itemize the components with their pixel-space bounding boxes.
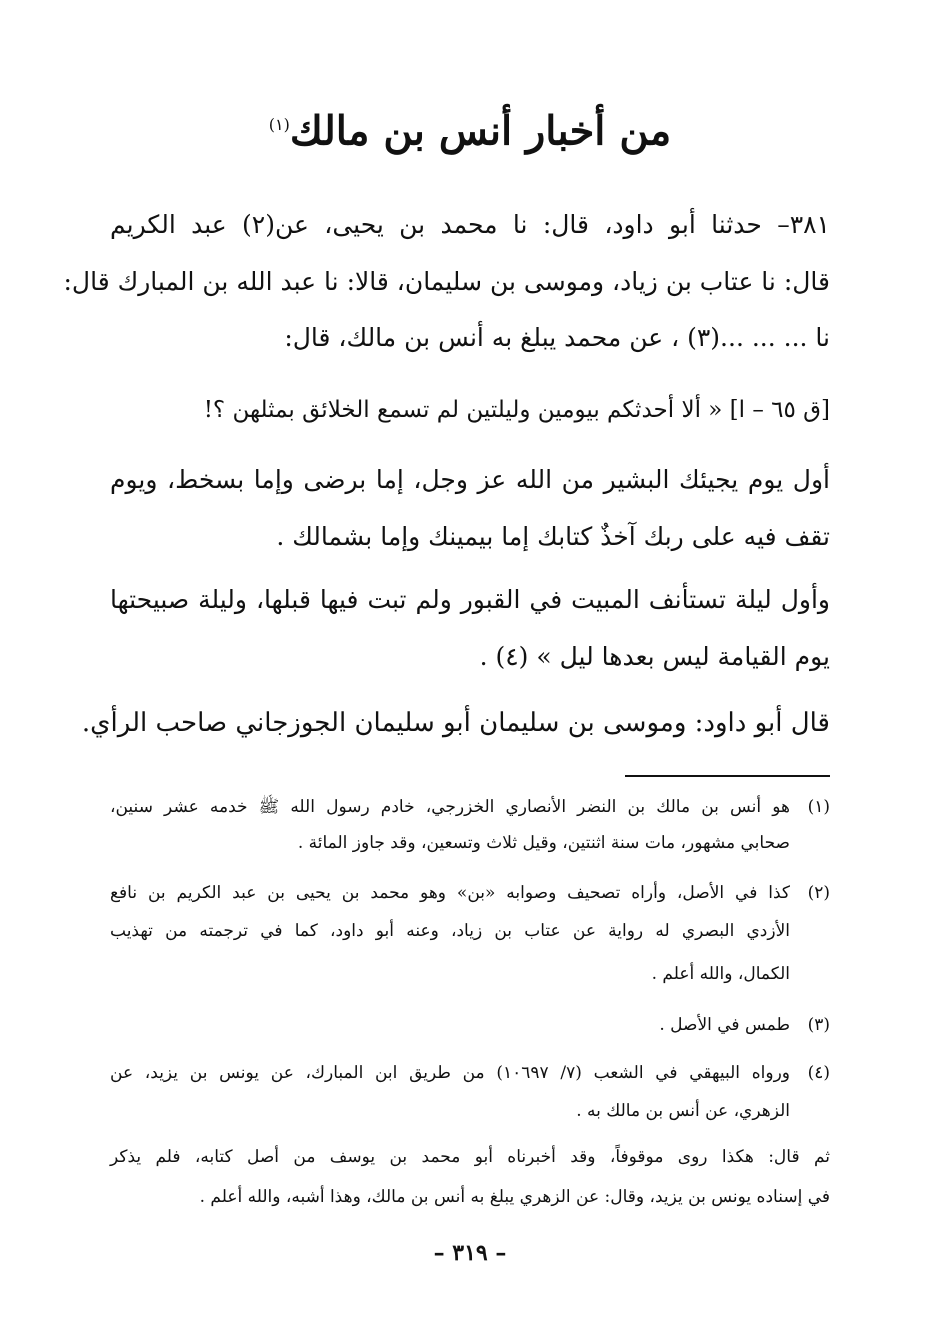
hadith-text-line: [ق ٦٥ – ا] « ألا أحدثكم بيومين وليلتين لم تسمع الخلائق بمثلهن ؟! (203, 397, 830, 423)
hadith-text-line: ٣٨١– حدثنا أبو داود، قال: نا محمد بن يحيى، عن(٢) عبد الكريم (110, 210, 830, 239)
footnote-line (110, 790, 830, 824)
footnote-separator (625, 775, 830, 777)
hadith-text-line: يوم القيامة ليس بعدها ليل » (٤) . (479, 642, 830, 671)
footnote-text: كذا في الأصل، وأراه تصحيف وصوابه «بن» وهو محمد بن يحيى بن عبد الكريم بن نافع (110, 883, 790, 903)
footnote-line: الكمال، والله أعلم . (651, 964, 790, 984)
hadith-text-line: تقف فيه على ربك آخذٌ كتابك إما بيمينك وإما بشمالك . (276, 522, 830, 551)
hadith-text-line: وأول ليلة تستأنف المبيت في القبور ولم تبت فيها قبلها، وليلة صبيحتها (110, 585, 830, 614)
hadith-text-line: قال: نا عتاب بن زياد، وموسى بن سليمان، قالا: نا عبد الله بن المبارك قال: (63, 267, 830, 296)
footnote-line: في إسناده يونس بن يزيد، وقال: عن الزهري يبلغ به أنس بن مالك، وهذا أشبه، والله أعلم . (199, 1187, 830, 1207)
hadith-text-line: أول يوم يجيئك البشير من الله عز وجل، إما برضى وإما بسخط، ويوم (110, 465, 830, 494)
footnote-number: (١) (807, 797, 830, 817)
footnote-line: الأزدي البصري له رواية عن عتاب بن زياد، وعنه أبو داود، كما في ترجمته من تهذيب (110, 921, 790, 941)
footnote-number: (٢) (807, 883, 830, 903)
footnote-line: ثم قال: هكذا روى موقوفاً، وقد أخبرناه أبو محمد بن يوسف من أصل كتابه، فلم يذكر (110, 1147, 830, 1167)
footnote-number: (٣) (807, 1015, 830, 1035)
footnote-line: صحابي مشهور، مات سنة اثنتين، وقيل ثلاث وتسعين، وقد جاوز المائة . (297, 833, 790, 853)
section-title-text: من أخبار أنس بن مالك (289, 107, 672, 155)
page-number: – ٣١٩ – (433, 1240, 507, 1266)
footnote-number: (٤) (807, 1063, 830, 1083)
title-footnote-ref: (١) (268, 115, 290, 134)
hadith-text-line: قال أبو داود: وموسى بن سليمان أبو سليمان الجوزجاني صاحب الرأي. (81, 708, 830, 738)
footnote-text: ورواه البيهقي في الشعب (٧/ ١٠٦٩٧) من طريق ابن المبارك، عن يونس بن يزيد، عن (110, 1063, 790, 1083)
footnote-line (110, 876, 830, 910)
footnote-text: هو أنس بن مالك بن النضر الأنصاري الخزرجي، خادم رسول الله ﷺ خدمه عشر سنين، (110, 797, 790, 817)
hadith-text-line: نا ... ... ...(٣) ، عن محمد يبلغ به أنس بن مالك، قال: (284, 323, 830, 352)
footnote-line (110, 1056, 830, 1090)
footnote-text: طمس في الأصل . (659, 1015, 790, 1035)
footnote-line: الزهري، عن أنس بن مالك به . (576, 1101, 790, 1121)
section-title (0, 95, 940, 161)
footnote-line (110, 1008, 830, 1042)
